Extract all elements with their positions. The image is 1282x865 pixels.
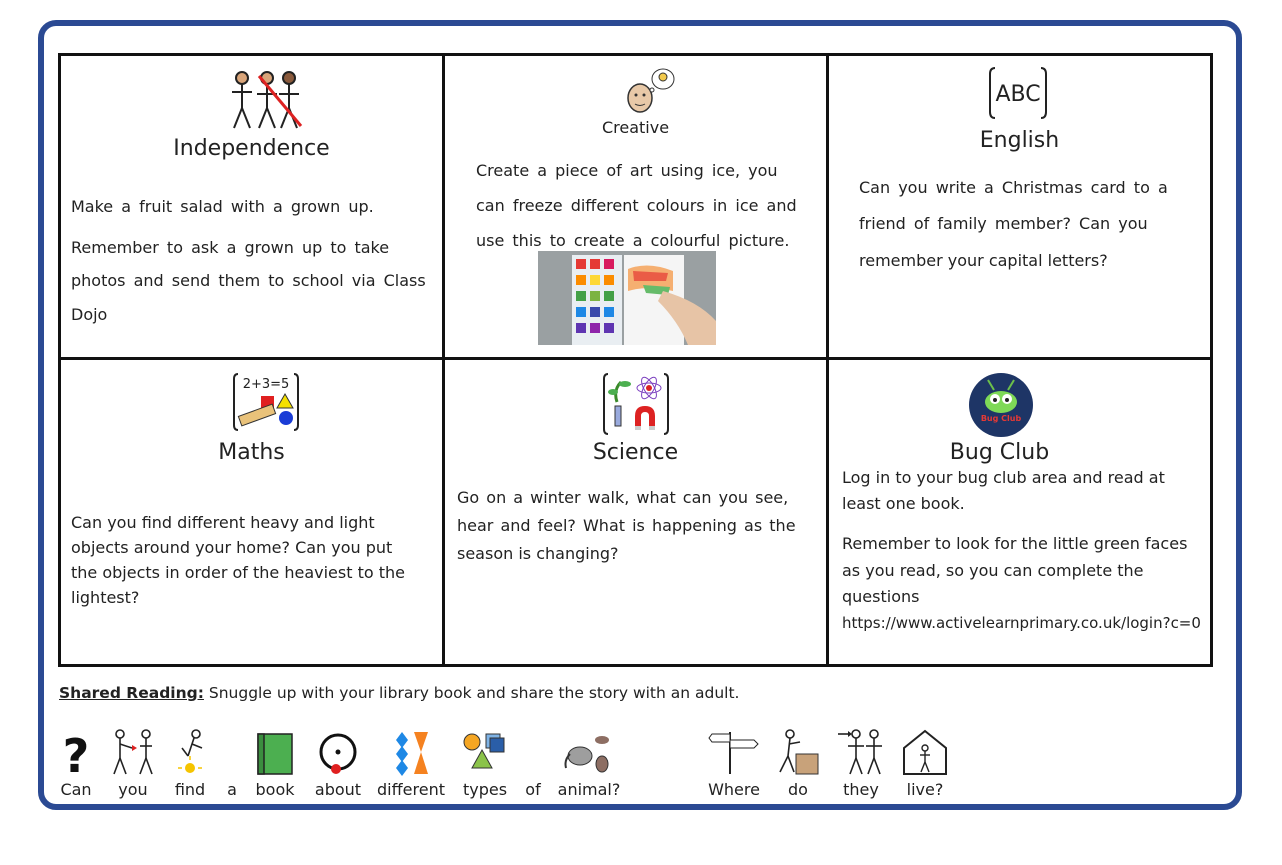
bugclub-logo-text: Bug Club: [980, 414, 1022, 423]
signpost-icon: [708, 728, 760, 776]
maths-text-3: the objects in order of the heaviest to the: [71, 563, 405, 582]
creative-text-2: can freeze different colours in ice and: [476, 196, 797, 215]
symbol-can: [58, 728, 94, 799]
symbol-animal: [557, 728, 621, 799]
bugclub-text-1: Log in to your bug club area and read at: [842, 468, 1165, 487]
bugclub-text-4: as you read, so you can complete the: [842, 561, 1144, 580]
creative-idea-icon: [625, 66, 675, 114]
english-text-3: remember your capital letters?: [859, 251, 1108, 270]
science-text-2: hear and feel? What is happening as the: [457, 516, 796, 535]
symbol-label: types: [462, 780, 508, 799]
find-icon: [170, 728, 210, 776]
independence-text-1: Make a fruit salad with a grown up.: [71, 197, 374, 216]
science-icon: [603, 372, 669, 436]
shared-reading: [59, 684, 739, 702]
symbol-live: [900, 728, 950, 799]
ice-art-photo: [538, 251, 716, 345]
question-mark-icon: [58, 728, 94, 776]
you-pointing-icon: [110, 728, 156, 776]
symbol-you: [110, 728, 156, 799]
symbol-label: different: [377, 780, 445, 799]
symbol-types: [460, 728, 510, 799]
symbol-label: find: [174, 780, 206, 799]
symbol-label: Where: [708, 780, 760, 799]
bugclub-text-2: least one book.: [842, 494, 965, 513]
abc-icon: [989, 66, 1047, 120]
symbol-label: about: [314, 780, 362, 799]
independence-text-3: photos and send them to school via Class: [71, 271, 426, 290]
maths-text-1: Can you find different heavy and light: [71, 513, 375, 532]
science-text-3: season is changing?: [457, 544, 619, 563]
symbol-label: Can: [60, 780, 92, 799]
english-text-2: friend of family member? Can you: [859, 214, 1148, 233]
maths-text-4: lightest?: [71, 588, 140, 607]
english-text-1: Can you write a Christmas card to a: [859, 178, 1168, 197]
they-people-icon: [836, 728, 886, 776]
independence-title: Independence: [173, 136, 330, 161]
cell-creative: [445, 56, 829, 360]
symbol-label: they: [843, 780, 879, 799]
symbol-about: [312, 728, 364, 799]
abc-icon-text: ABC: [995, 82, 1041, 107]
maths-text-2: objects around your home? Can you put: [71, 538, 393, 557]
svg-text:?: ?: [62, 729, 90, 776]
cell-maths: [61, 360, 445, 664]
independence-text-4: Dojo: [71, 305, 108, 324]
symbol-label: live?: [906, 780, 944, 799]
book-icon: [254, 728, 296, 776]
symbol-do: [774, 728, 822, 799]
do-action-icon: [774, 728, 822, 776]
maths-title: Maths: [218, 440, 285, 465]
symbol-label: animal?: [557, 780, 621, 799]
creative-title: Creative: [601, 118, 670, 137]
about-icon: [312, 728, 364, 776]
animals-icon: [560, 728, 618, 776]
symbol-they: [836, 728, 886, 799]
symbol-label: book: [255, 780, 295, 799]
shared-reading-text: Snuggle up with your library book and share the story with an adult.: [203, 684, 740, 702]
cell-science: [445, 360, 829, 664]
symbol-label: of: [525, 780, 541, 799]
symbol-label: do: [788, 780, 808, 799]
different-icon: [384, 728, 438, 776]
types-shapes-icon: [460, 728, 510, 776]
bugclub-title: Bug Club: [949, 440, 1050, 465]
symbol-book: [254, 728, 296, 799]
bugclub-logo: [968, 372, 1034, 438]
symbol-different: [377, 728, 445, 799]
activity-grid: [58, 53, 1213, 667]
science-title: Science: [592, 440, 679, 465]
creative-text-3: use this to create a colourful picture.: [476, 231, 790, 250]
cell-bugclub: [829, 360, 1210, 664]
cell-independence: [61, 56, 445, 360]
shared-reading-label: Shared Reading:: [59, 684, 204, 702]
bugclub-text-5: questions: [842, 587, 920, 606]
symbol-label: you: [118, 780, 148, 799]
english-title: English: [979, 128, 1060, 153]
symbol-where: [708, 728, 760, 799]
maths-icon-text: 2+3=5: [242, 377, 290, 392]
creative-text-1: Create a piece of art using ice, you: [476, 161, 778, 180]
symbol-find: [170, 728, 210, 799]
people-icon: [227, 68, 307, 132]
house-icon: [900, 728, 950, 776]
cell-english: [829, 56, 1210, 360]
symbol-label: a: [227, 780, 237, 799]
independence-text-2: Remember to ask a grown up to take: [71, 238, 390, 257]
bugclub-link[interactable]: https://www.activelearnprimary.co.uk/login?c=0: [842, 614, 1201, 632]
bugclub-text-3: Remember to look for the little green faces: [842, 534, 1188, 553]
science-text-1: Go on a winter walk, what can you see,: [457, 488, 789, 507]
maths-icon: [233, 372, 299, 432]
